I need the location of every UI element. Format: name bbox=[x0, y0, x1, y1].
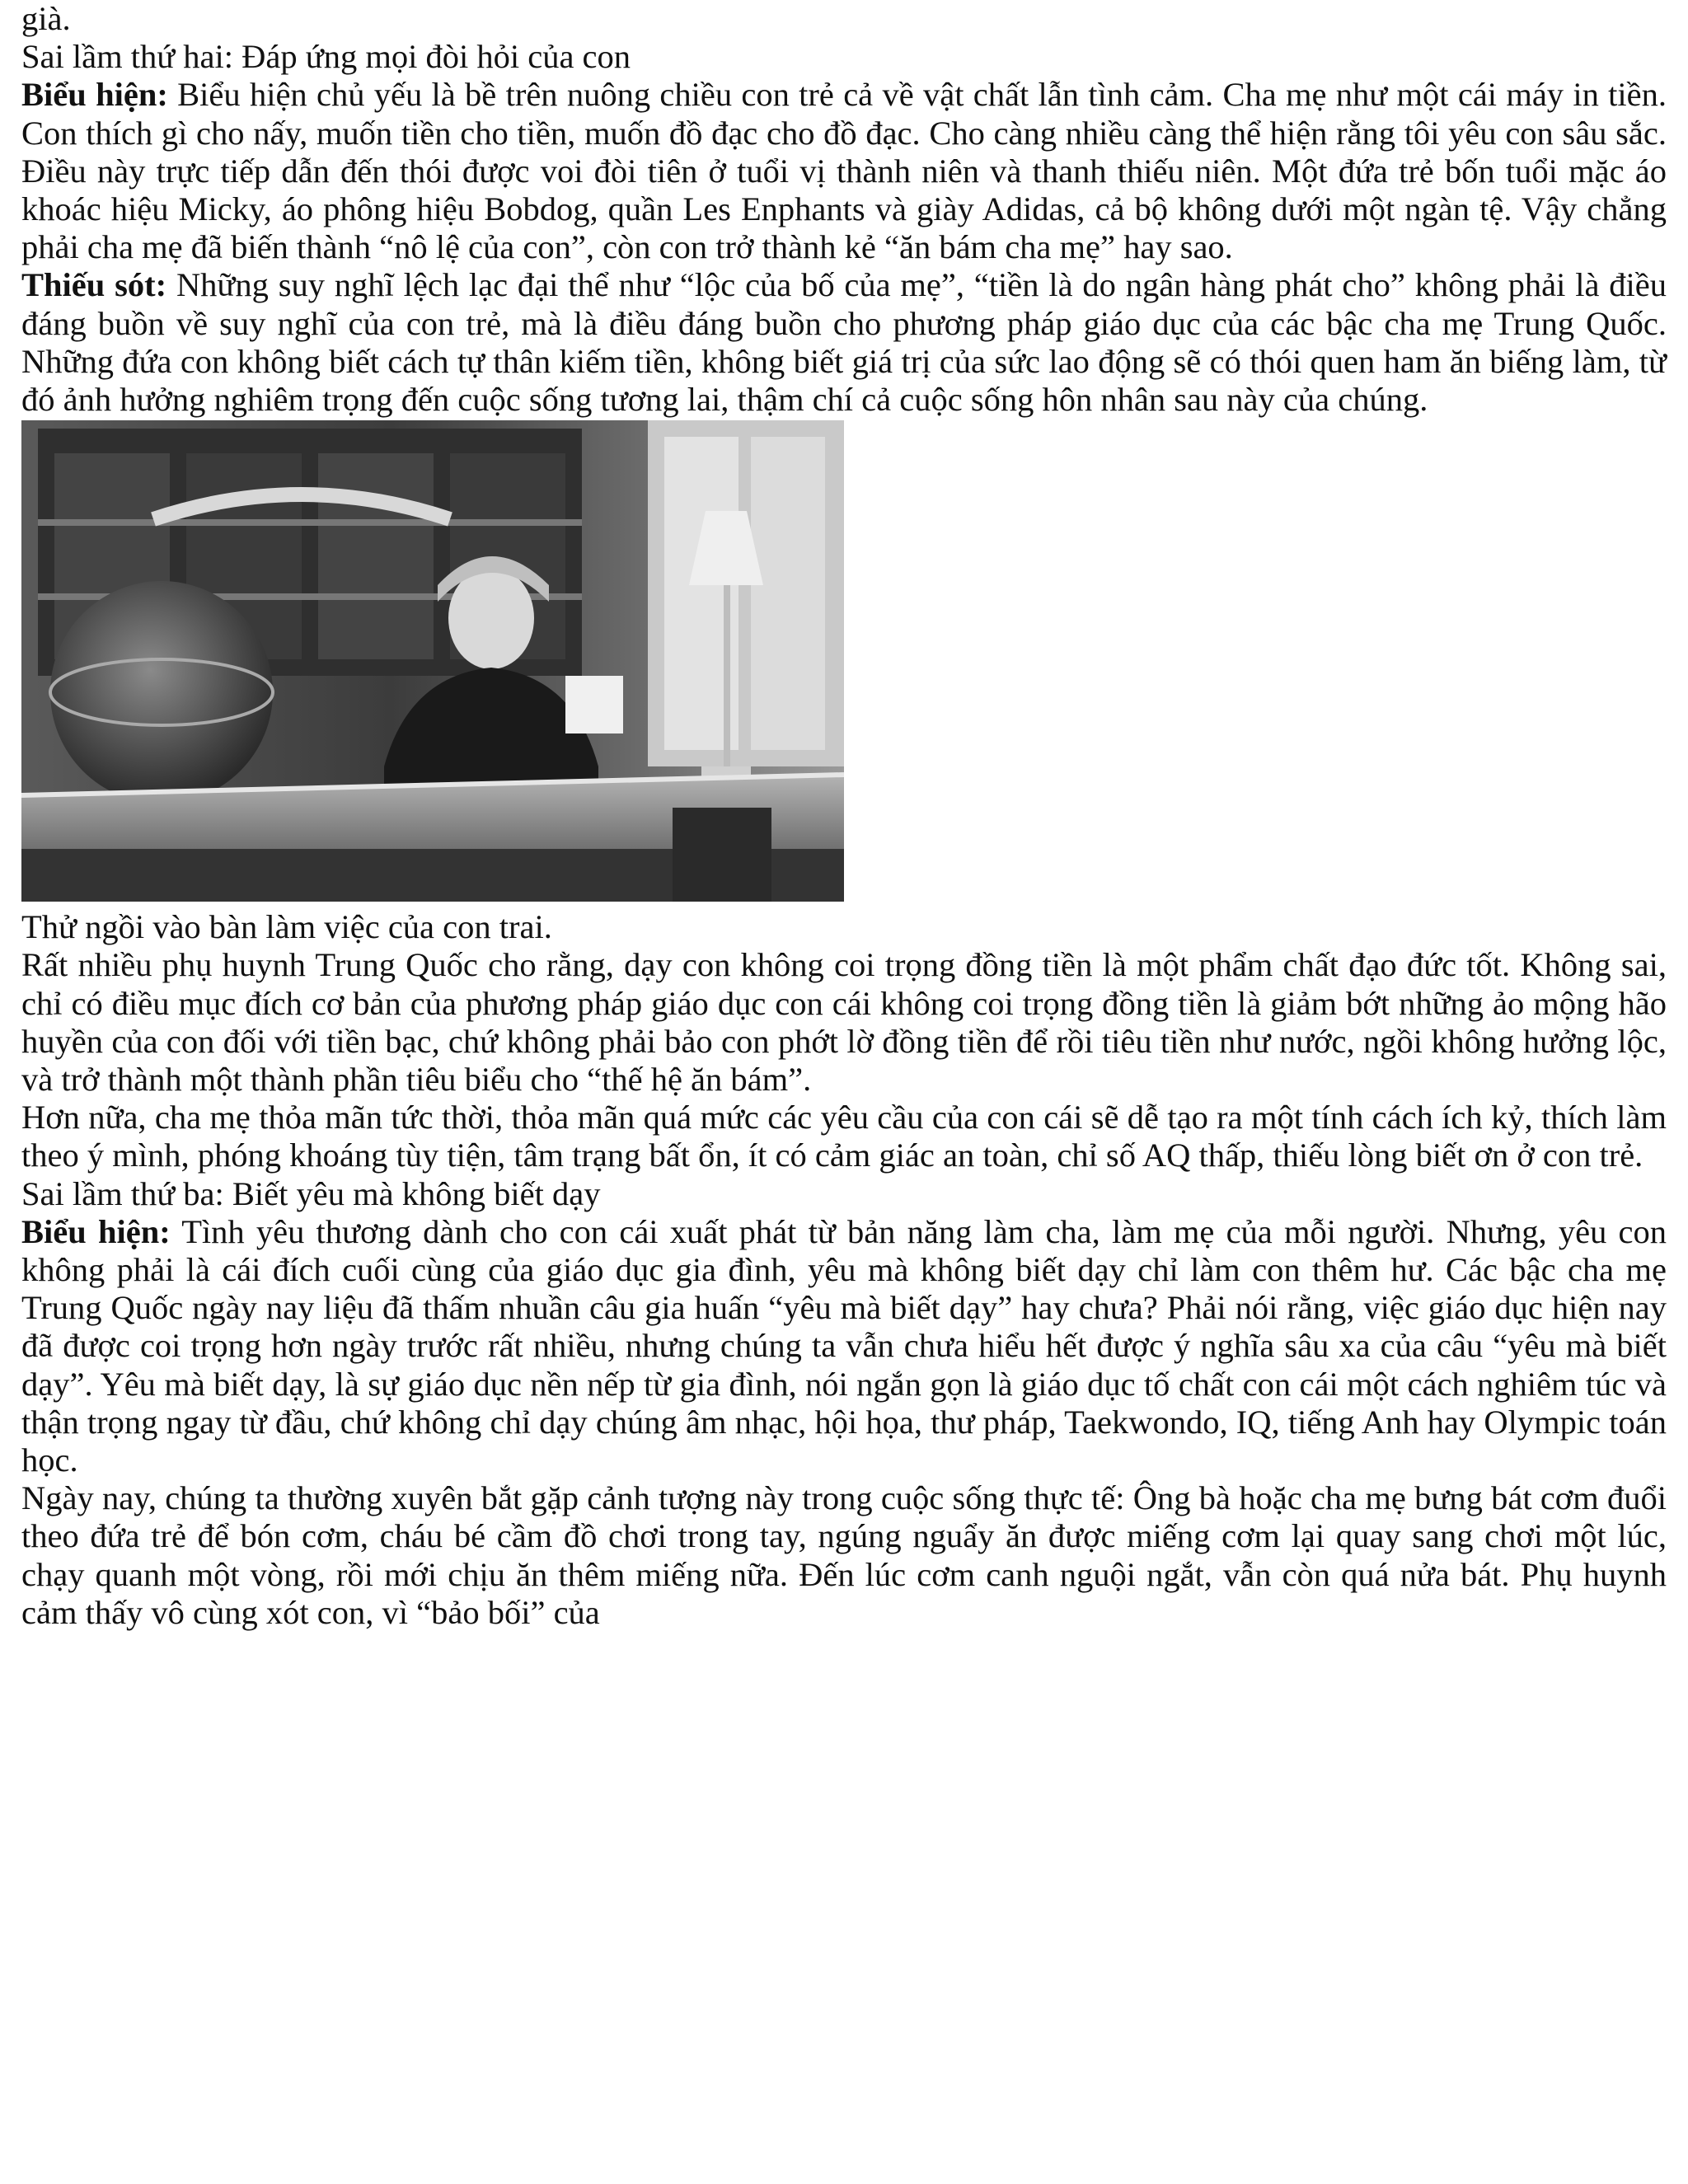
photo-caption: Thử ngồi vào bàn làm việc của con trai. bbox=[21, 908, 552, 946]
section2-manifest-label: Biểu hiện: bbox=[21, 76, 168, 114]
section3-heading: Sai lầm thứ ba: Biết yêu mà không biết dạy bbox=[21, 1174, 601, 1212]
section2-manifest-text: Biểu hiện chủ yếu là bề trên nuông chiều con trẻ cả về vật chất lẫn tình cảm. Cha mẹ như một cái máy in tiền. Con thích gì cho nấy, muốn tiền cho tiền, muốn đồ đạc cho đồ đạc. Cho càng nhiều càng thể hiện rằng tôi yêu con sâu sắc. Điều này trực tiếp dẫn đến thói được voi đòi tiên ở tuổi vị thành niên và thanh thiếu niên. Một đứa trẻ bốn tuổi mặc áo khoác hiệu Micky, áo phông hiệu Bobdog, quần Les Enphants và giày Adidas, cả bộ không dưới một ngàn tệ. Vậy chẳng phải cha mẹ đã biến thành “nô lệ của con”, còn con trở thành kẻ “ăn bám cha mẹ” hay sao. bbox=[21, 76, 1667, 266]
section3-manifest-paragraph bbox=[21, 1213, 1667, 1479]
paragraph-after-photo-2: Hơn nữa, cha mẹ thỏa mãn tức thời, thỏa mãn quá mức các yêu cầu của con cái sẽ dễ tạo ra một tính cách ích kỷ, thích làm theo ý mình, phóng khoáng tùy tiện, tâm trạng bất ổn, ít có cảm giác an toàn, chỉ số AQ thấp, thiếu lòng biết ơn ở con trẻ. bbox=[21, 1099, 1667, 1174]
section2-heading: Sai lầm thứ hai: Đáp ứng mọi đòi hỏi của con bbox=[21, 38, 631, 76]
section2-shortfall-text: Những suy nghĩ lệch lạc đại thể như “lộc của bố của mẹ”, “tiền là do ngân hàng phát cho” không phải là điều đáng buồn về suy nghĩ của con trẻ, mà là điều đáng buồn cho phương pháp giáo dục của các bậc cha mẹ Trung Quốc. Những đứa con không biết cách tự thân kiếm tiền, không biết giá trị của sức lao động sẽ có thói quen ham ăn biếng làm, từ đó ảnh hưởng nghiêm trọng đến cuộc sống tương lai, thậm chí cả cuộc sống hôn nhân sau này của chúng. bbox=[21, 266, 1667, 419]
section2-shortfall-paragraph bbox=[21, 266, 1667, 419]
section2-manifest-paragraph bbox=[21, 76, 1667, 266]
section3-manifest-text: Tình yêu thương dành cho con cái xuất phát từ bản năng làm cha, làm mẹ của mỗi người. Nhưng, yêu con không phải là cái đích cuối cùng của giáo dục gia đình, yêu mà không biết dạy chỉ làm con thêm hư. Các bậc cha mẹ Trung Quốc ngày nay liệu đã thấm nhuần câu gia huấn “yêu mà biết dạy” hay chưa? Phải nói rằng, việc giáo dục hiện nay đã được coi trọng hơn ngày trước rất nhiều, nhưng chúng ta vẫn chưa hiểu hết được ý nghĩa sâu xa của câu “yêu mà biết dạy”. Yêu mà biết dạy, là sự giáo dục nền nếp từ gia đình, nói ngắn gọn là giáo dục tố chất con cái một cách nghiêm túc và thận trọng ngay từ đầu, chứ không chỉ dạy chúng âm nhạc, hội họa, thư pháp, Taekwondo, IQ, tiếng Anh hay Olympic toán học. bbox=[21, 1212, 1667, 1479]
section2-shortfall-label: Thiếu sót: bbox=[21, 266, 167, 304]
section3-closing-paragraph: Ngày nay, chúng ta thường xuyên bắt gặp cảnh tượng này trong cuộc sống thực tế: Ông bà hoặc cha mẹ bưng bát cơm đuổi theo đứa trẻ để bón cơm, cháu bé cầm đồ chơi trong tay, ngúng nguẩy ăn được miếng cơm lại quay sang chơi một lúc, chạy quanh một vòng, rồi mới chịu ăn thêm miếng nữa. Đến lúc cơm canh nguội ngắt, vẫn còn quá nửa bát. Phụ huynh cảm thấy vô cùng xót con, vì “bảo bối” của bbox=[21, 1479, 1667, 1631]
paragraph-after-photo-1: Rất nhiều phụ huynh Trung Quốc cho rằng, dạy con không coi trọng đồng tiền là một phẩm chất đạo đức tốt. Không sai, chỉ có điều mục đích cơ bản của phương pháp giáo dục con cái không coi trọng đồng tiền là giảm bớt những ảo mộng hão huyền của con đối với tiền bạc, chứ không phải bảo con phớt lờ đồng tiền để rồi tiêu tiền như nước, ngồi không hưởng lộc, và trở thành một thành phần tiêu biểu cho “thế hệ ăn bám”. bbox=[21, 946, 1667, 1099]
section3-manifest-label: Biểu hiện: bbox=[21, 1212, 171, 1250]
office-desk-photo bbox=[21, 420, 844, 902]
top-fragment: già. bbox=[21, 0, 71, 37]
